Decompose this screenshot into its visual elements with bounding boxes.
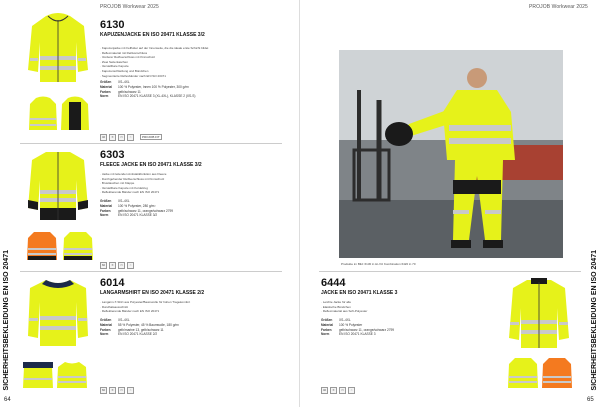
page-number-left: 64 [4,397,11,403]
feature-item: · Reflektierende Bänder nach EN ISO 20471 [100,190,160,195]
spec-value: gelb/schwarz 11, orange/schwarz 2799 [339,327,395,332]
divider [20,271,282,272]
spec-key: Farben [100,208,111,213]
no-bleach-icon: ✕ [109,262,116,269]
no-bleach-icon: ✕ [109,134,116,141]
spec-key: Farben [321,327,332,332]
longsleeve-shirt-image [26,276,90,350]
product-specs-6444 [321,318,491,337]
feature-item: · Durchgehender Reißverschluss mit Kinnschutz [100,176,165,181]
product-title-6444: JACKE EN ISO 20471 KLASSE 3 [321,290,398,296]
feature-item: · Zwei Seitentaschen [100,59,129,64]
feature-item: · Reflexmaterial aus Soft-Polyester [321,309,368,314]
no-bleach-icon: ✕ [330,387,337,394]
feature-item: · Segmentierte Reflexbänder nach EN ISO 20471 [100,73,166,78]
product-title-6303: FLEECE JACKE EN ISO 20471 KLASSE 3/2 [100,162,202,168]
spec-key: Farben [100,327,111,332]
spec-value: XS–4XL [339,318,351,322]
jacket-image-orange [541,356,573,392]
feature-item: · Verstellbare Kapuze mit Kordelzug [100,185,148,190]
spec-key: Größen [321,318,333,322]
iron-icon: ▭ [339,387,346,394]
feature-item: · Rundhalsausschnitt [100,304,129,309]
wash-icon: 40 [101,135,106,139]
iron-icon: ▭ [118,387,125,394]
feature-item: · Kapuzenjacke mit Fellfutter auf der Innenseite, die die ideale erste Schicht bildet [100,46,209,50]
spec-value: 100 % Polyester, Innen 100 % Polyester, 300 g/m² [118,84,190,89]
vertical-category-label: SICHERHEITSBEKLEIDUNG EN ISO 20471 [3,250,10,391]
spec-key: Größen [100,318,112,322]
header-left: PROJOB Workwear 2025 [100,4,159,10]
no-dryclean-icon: ○ [127,387,134,394]
feature-item: · Brusttaschen mit Klappe [100,181,135,186]
feature-item: · Kapuzenschließung und Bündchen [100,68,149,73]
jacket-image-yellow [507,356,539,392]
hoodie-jacket-image-side [28,96,58,136]
product-code-6444: 6444 [321,277,346,289]
product-specs-6014 [100,318,270,337]
lifestyle-photo [339,50,563,258]
iron-icon: ▭ [118,134,125,141]
spec-key: Material [100,84,113,89]
hoodie-jacket-image-front [26,12,90,84]
spec-value: gelb/schwarz 11 [118,89,141,94]
no-dryclean-icon: ○ [127,262,134,269]
spec-value: XS–4XL [118,199,130,203]
fleece-jacket-image-orange [26,230,58,264]
spec-value: 100 % Polyester, 280 g/m² [118,203,156,208]
divider [20,143,282,144]
feature-item: · Verstellbare Kapuze [100,64,129,69]
header-right: PROJOB Workwear 2025 [529,4,588,10]
product-title-6130: KAPUZENJACKE EN ISO 20471 KLASSE 3/2 [100,32,205,38]
care-icons-6303 [100,262,134,269]
no-dryclean-icon: ○ [127,134,134,141]
feature-item: · Leichte Jacke für alle [321,300,352,304]
product-features-6303 [100,172,235,195]
product-features-6014 [100,300,235,314]
feature-item: · Reflexmaterial mit Reißverschluss [100,50,148,55]
spec-value: EN ISO 20471 KLASSE 3/2 [118,213,158,218]
product-title-6014: LANGARMSHIRT EN ISO 20471 KLASSE 2/2 [100,290,205,296]
spec-key: Material [100,203,113,208]
spec-value: gelb/schwarz 11, orange/schwarz 2799 [118,208,174,213]
longsleeve-shirt-image-navy [22,360,54,392]
product-code-6303: 6303 [100,149,125,161]
spec-key: Farben [100,89,111,94]
longsleeve-shirt-image-yellow [56,360,88,392]
spec-key: Material [100,322,113,327]
spec-value: XS–4XL [118,318,130,322]
product-specs-6130 [100,80,270,99]
product-features-6130 [100,46,235,78]
product-specs-6303 [100,199,270,218]
care-icons-6444 [321,387,355,394]
spec-value: XS–4XL [118,80,130,84]
spec-value: gelb/marine 13, gelb/schwarz 11 [118,327,164,332]
wash-icon: 60 [101,388,106,392]
no-bleach-icon: ✕ [109,387,116,394]
spec-value: 100 % Polyester [339,322,363,327]
spec-value: EN ISO 20471 KLASSE 3 (XL-4XL), KLASSE 2 (XS-S) [118,94,196,99]
hoodie-jacket-image-inside [60,96,90,136]
feature-item: · Langarm-T-Shirt aus Polyester/Baumwolle für hohen Tragekomfort [100,300,191,304]
spec-value: 55 % Polyester, 45 % Baumwolle, 180 g/m² [118,322,180,327]
spec-key: Norm [100,94,109,99]
feature-item: · Elastische Bündchen [321,304,351,309]
fleece-jacket-image-yellow [62,230,94,264]
spec-key: Größen [100,199,112,203]
iron-icon: ▭ [118,262,125,269]
product-code-6014: 6014 [100,277,125,289]
product-features-6444 [321,300,456,314]
lifestyle-photo-illustration [339,50,563,258]
feature-item: · Vorderer Reißverschluss mit Kinnschutz [100,55,156,60]
spec-key: Größen [100,80,112,84]
feature-item: · Jacke mit leitenden Antistatikfunktion aus Fleece [100,172,167,176]
care-icons-6130 [100,134,134,141]
jacket-image-front [507,276,571,352]
right-page [301,0,600,407]
care-icons-6014 [100,387,134,394]
product-code-6130: 6130 [100,19,125,31]
divider [319,271,581,272]
page-number-right: 65 [587,397,594,403]
fleece-jacket-image [26,148,90,224]
spec-key: Norm [100,332,109,337]
no-dryclean-icon: ○ [348,387,355,394]
photo-caption: Produkte im Bild: 6130 in Hi-Viz Kombination 6420 in 70 [341,262,416,266]
spec-value: EN ISO 20471 KLASSE 3 [339,332,376,337]
vertical-category-label: SICHERHEITSBEKLEIDUNG EN ISO 20471 [591,250,598,391]
wash-icon: 40 [322,388,327,392]
spec-key: Norm [321,332,330,337]
spec-key: Norm [100,213,109,218]
wash-icon: 60 [101,263,106,267]
feature-item: · Reflektierende Bänder nach EN ISO 20471 [100,309,160,314]
fit-badge: PROJOB FIT [142,135,160,139]
spec-value: EN ISO 20471 KLASSE 2/2 [118,332,158,337]
spec-key: Material [321,322,334,327]
